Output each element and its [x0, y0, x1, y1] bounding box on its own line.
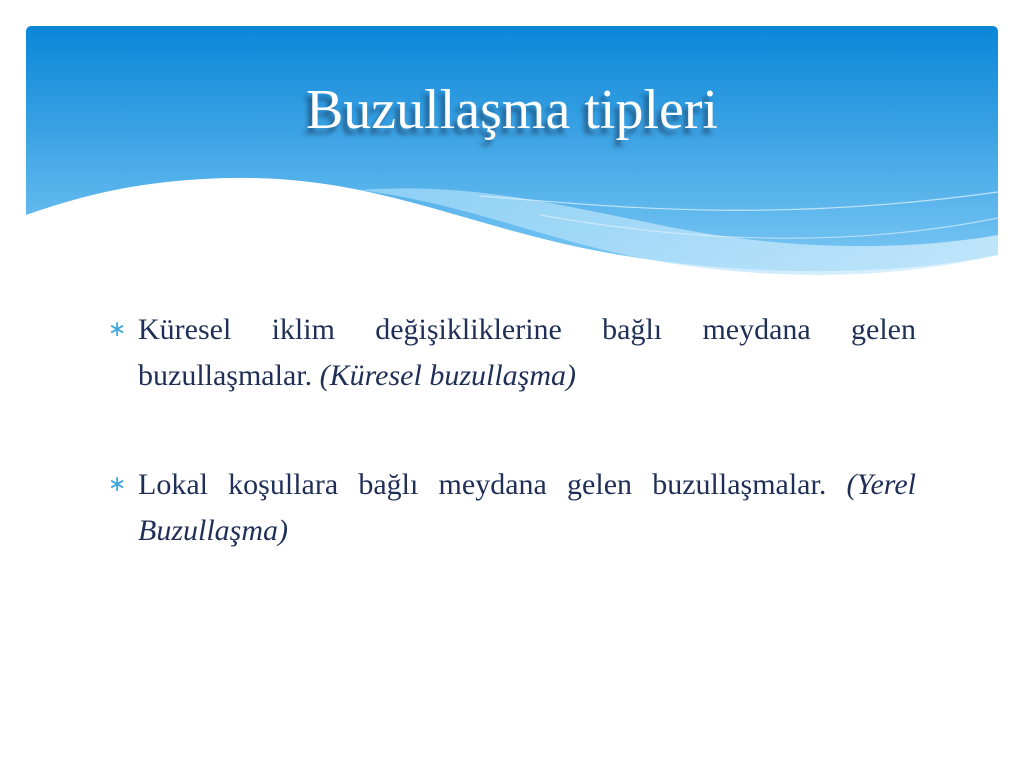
bullet-list	[108, 307, 916, 617]
slide-title: Buzullaşma tipleri	[305, 79, 719, 141]
asterisk-icon: ∗	[108, 472, 127, 497]
header-wave-background	[0, 0, 1024, 300]
asterisk-icon: ∗	[108, 317, 127, 342]
bullet-italic-note: (Küresel buzullaşma)	[319, 359, 577, 392]
bullet-item-global	[108, 307, 916, 399]
bullet-main-text: Lokal koşullara bağlı meydana gelen buzullaşmalar.	[138, 468, 827, 501]
bullet-item-local	[108, 462, 916, 554]
bullet-text	[138, 313, 916, 392]
bullet-text	[138, 468, 916, 547]
bullet-main-text: Küresel iklim değişikliklerine bağlı meydana gelen buzullaşmalar.	[138, 313, 916, 392]
header-main-shape	[26, 26, 998, 271]
bullet-italic-note: (Yerel Buzullaşma)	[138, 468, 916, 547]
